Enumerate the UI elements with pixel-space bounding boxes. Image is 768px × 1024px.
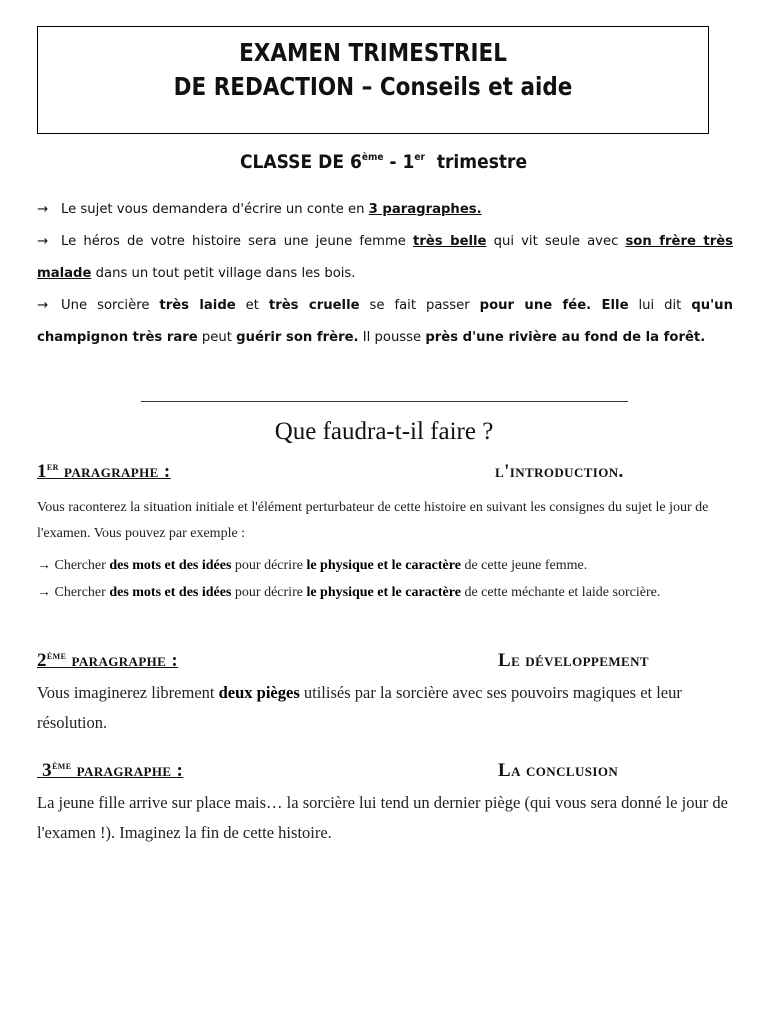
bullet-text: Chercher [54,585,110,600]
instruction-3-text: se fait passer [359,298,480,313]
instruction-3-bold: guérir son frère. [236,330,359,345]
title-box [37,26,709,134]
instruction-3-bold: pour une fée. Elle [479,298,629,313]
instruction-2 [37,226,733,290]
instruction-3-text: Une sorcière [61,298,160,313]
class-sep: - 1 [383,151,415,173]
section-1-bullet-2 [37,580,737,606]
section-3-number: 3 [42,760,53,781]
bullet-bold: le physique et le caractère [306,585,461,600]
section-2-heading [37,650,737,672]
title-line-1: EXAMEN TRIMESTRIEL [239,38,507,67]
section-3-number-sup: ème [52,760,72,772]
section-2-text-part: Vous imaginerez librement [37,683,219,702]
instruction-3-bold: très laide [159,298,236,313]
section-2-bold: deux pièges [218,683,300,702]
trimester-word: trimestre [437,151,528,173]
instruction-2-bold: très belle [413,234,487,249]
section-2-number: 2 [37,650,47,671]
instruction-3-text: et [235,298,269,313]
instruction-2-text: qui vit seule avec [486,234,626,249]
bullet-bold: le physique et le caractère [306,558,461,573]
section-1-heading [37,461,737,483]
bullet-text: pour décrire [231,558,307,573]
instruction-3-text: Il pousse [358,330,426,345]
section-1-label: paragraphe : [58,461,171,482]
arrow-icon: → [37,298,49,313]
instruction-2-text: dans un tout petit village dans les bois. [91,266,356,281]
section-3-text: La jeune fille arrive sur place mais… la sorcière lui tend un dernier piège (qui vous sera donné le jour de l'examen !). Imaginez la fin de cette histoire. [37,793,728,842]
arrow-icon: → [37,558,51,573]
instruction-3-text: peut [197,330,237,345]
title-line-2: DE REDACTION – Conseils et aide [173,72,573,101]
class-heading [0,151,768,173]
section-1-number-sup: er [46,461,59,473]
class-prefix-sup: ème [362,152,384,163]
bullet-bold: des mots et des idées [109,558,232,573]
trimester-sup: er [414,152,426,163]
section-2-text-part: utilisés par la sorcière avec ses pouvoirs magiques et leur résolution. [37,683,682,732]
instruction-3-bold: très cruelle [268,298,360,313]
section-3-label: paragraphe : [71,760,184,781]
instruction-1 [37,194,733,226]
arrow-icon: → [37,202,49,217]
instruction-1-bold: 3 paragraphes. [368,202,482,217]
class-prefix: CLASSE DE 6 [240,151,363,173]
instruction-3 [37,290,733,354]
bullet-text: de cette méchante et laide sorcière. [460,585,661,600]
section-3-heading [37,760,737,782]
instruction-2-text: Le héros de votre histoire sera une jeune femme [61,234,414,249]
instruction-2-bold: son frère très malade [37,234,733,281]
section-1-title: l'introduction. [495,461,624,482]
section-1-bullet-1 [37,553,737,579]
section-1-intro: Vous raconterez la situation initiale et l'élément perturbateur de cette histoire en suivant les consignes du sujet le jour de l'examen. Vous pouvez par exemple : [37,500,709,541]
section-3-title: La conclusion [498,760,619,781]
instruction-3-bold: près d'une rivière au fond de la forêt. [425,330,706,345]
arrow-icon: → [37,585,51,600]
section-2-title: Le développement [498,650,649,671]
arrow-icon: → [37,234,49,249]
instruction-1-text: Le sujet vous demandera d'écrire un conte en [61,202,369,217]
section-1-number: 1 [37,461,47,482]
separator-line [141,401,628,402]
bullet-bold: des mots et des idées [109,585,232,600]
section-2-number-sup: ème [46,650,67,662]
instruction-3-text: lui dit [628,298,692,313]
section-2-label: paragraphe : [66,650,179,671]
question-heading: Que faudra-t-il faire ? [274,418,494,445]
section-2-text [37,678,737,738]
bullet-text: pour décrire [231,585,307,600]
bullet-text: de cette jeune femme. [460,558,588,573]
instruction-3-bold: qu'un champignon très rare [37,298,733,345]
bullet-text: Chercher [54,558,110,573]
